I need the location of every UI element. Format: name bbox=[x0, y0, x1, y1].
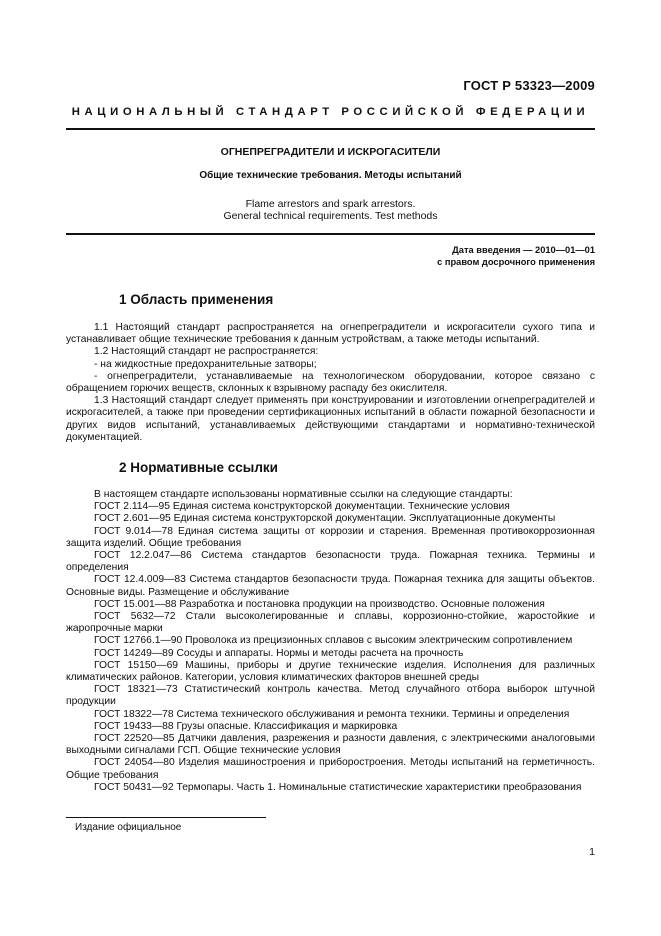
reference-item: ГОСТ 19433—88 Грузы опасные. Классификация и маркировка bbox=[94, 720, 398, 732]
paragraph: 1.2 Настоящий стандарт не распространяется: bbox=[94, 346, 319, 358]
paragraph: В настоящем стандарте использованы нормативные ссылки на следующие стандарты: bbox=[94, 489, 513, 500]
title-rule bbox=[66, 233, 595, 235]
reference-item: ГОСТ 18322—78 Система технического обслуживания и ремонта техники. Термины и определения bbox=[94, 708, 570, 720]
paragraph: 1.1 Настоящий стандарт распространяется на огнепреградители и искрогасители сухого типа и устанавливает общие технические требования к данным устройствам, а также методы испытаний. bbox=[66, 322, 595, 346]
reference-item: ГОСТ 9.014—78 Единая система защиты от коррозии и старения. Временная противокоррозионная защита изделий. Общие требования bbox=[66, 525, 595, 549]
reference-item: ГОСТ 15150—69 Машины, приборы и другие технические изделия. Исполнения для различных климатических районов. Категории, условия климатических факторов внешней среды bbox=[66, 659, 595, 684]
introduction-date bbox=[437, 245, 595, 268]
section-2-heading: 2 Нормативные ссылки bbox=[119, 460, 278, 475]
standard-title: ОГНЕПРЕГРАДИТЕЛИ И ИСКРОГАСИТЕЛИ bbox=[220, 146, 441, 158]
paragraph: 1.3 Настоящий стандарт следует применять при конструировании и изготовлении огнепреградителей и искрогасителей, а также при проведении сертификационных испытаний в области пожарной безопасности и других видов испытаний, устанавливаемых действующими стандартами и нормативно-технической документацией. bbox=[66, 395, 595, 443]
reference-item: ГОСТ 5632—72 Стали высоколегированные и сплавы, коррозионно-стойкие, жаростойкие и жаропрочные марки bbox=[66, 611, 595, 635]
header-rule bbox=[66, 128, 595, 130]
reference-item: ГОСТ 18321—73 Статистический контроль качества. Метод случайного отбора выборок штучной продукции bbox=[66, 684, 595, 708]
english-title-line-1: Flame arrestors and spark arrestors. bbox=[245, 198, 416, 210]
english-title bbox=[66, 198, 595, 222]
reference-item: ГОСТ 12766.1—90 Проволока из прецизионных сплавов с высоким электрическим сопротивлением bbox=[94, 635, 573, 647]
early-application-note: с правом досрочного применения bbox=[437, 256, 595, 267]
reference-item: ГОСТ 22520—85 Датчики давления, разрежения и разности давления, с электрическими аналоговыми выходными сигналами ГСП. Общие технические условия bbox=[66, 733, 595, 757]
reference-item: ГОСТ 14249—89 Сосуды и аппараты. Нормы и методы расчета на прочность bbox=[94, 647, 464, 659]
introduction-date-line: Дата введения — 2010—01—01 bbox=[452, 245, 595, 255]
paragraph: - на жидкостные предохранительные затворы; bbox=[94, 358, 317, 370]
reference-item: ГОСТ 50431—92 Термопары. Часть 1. Номинальные статистические характеристики преобразования bbox=[94, 781, 582, 793]
english-title-line-2: General technical requirements. Test methods bbox=[223, 210, 438, 222]
paragraph: - огнепреградители, устанавливаемые на технологическом оборудовании, которое связано с обращением горючих веществ, склонных к взрывному распаду без окислителя. bbox=[66, 370, 595, 395]
page-number: 1 bbox=[589, 846, 595, 858]
reference-item: ГОСТ 12.2.047—86 Система стандартов безопасности труда. Пожарная техника. Термины и определения bbox=[66, 550, 595, 574]
national-standard-banner: НАЦИОНАЛЬНЫЙ СТАНДАРТ РОССИЙСКОЙ ФЕДЕРАЦИИ bbox=[71, 106, 590, 118]
reference-item: ГОСТ 2.601—95 Единая система конструкторской документации. Эксплуатационные документы bbox=[94, 513, 556, 525]
reference-item: ГОСТ 24054—80 Изделия машиностроения и приборостроения. Методы испытаний на герметичность. Общие требования bbox=[66, 757, 595, 781]
reference-item: ГОСТ 15.001—88 Разработка и постановка продукции на производство. Основные положения bbox=[94, 598, 545, 610]
reference-item: ГОСТ 12.4.009—83 Система стандартов безопасности труда. Пожарная техника для защиты объектов. Основные виды. Размещение и обслуживание bbox=[66, 574, 595, 598]
section-2-body bbox=[66, 489, 595, 794]
footer-rule bbox=[66, 817, 266, 818]
official-edition-note: Издание официальное bbox=[75, 822, 182, 833]
reference-item: ГОСТ 2.114—95 Единая система конструкторской документации. Технические условия bbox=[94, 501, 510, 513]
section-1-body bbox=[66, 322, 595, 444]
standard-subtitle: Общие технические требования. Методы испытаний bbox=[199, 170, 462, 181]
section-1-heading: 1 Область применения bbox=[119, 292, 274, 307]
document-number: ГОСТ Р 53323—2009 bbox=[463, 78, 595, 93]
